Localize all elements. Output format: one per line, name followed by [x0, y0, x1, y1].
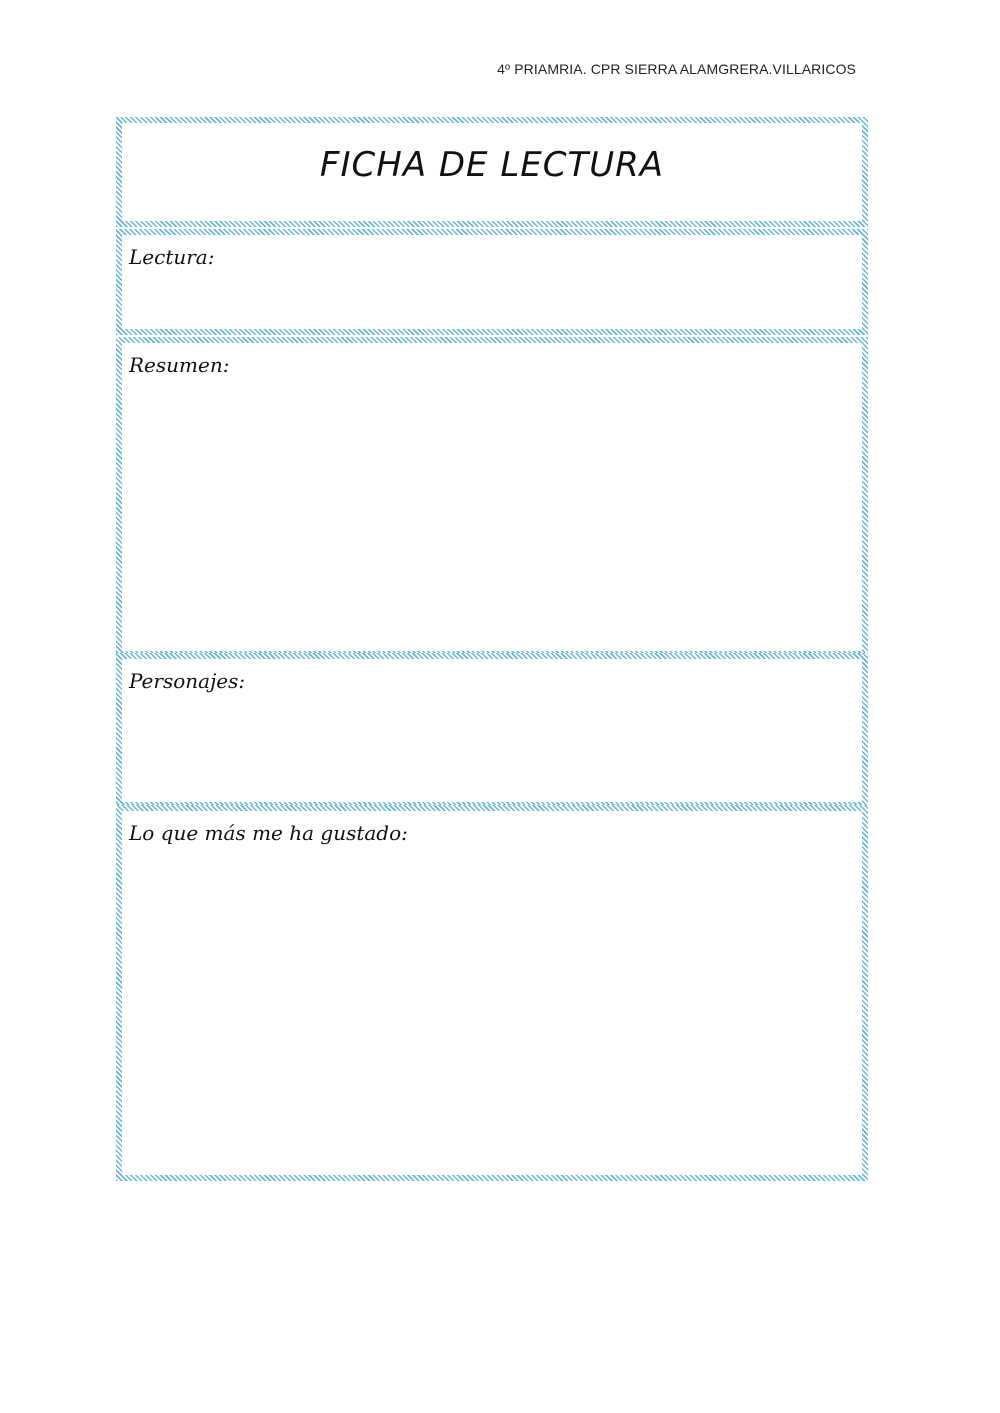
title-box [116, 117, 868, 227]
personajes-field[interactable] [116, 653, 868, 808]
personajes-label: Personajes: [129, 669, 246, 693]
resumen-field[interactable] [116, 337, 868, 657]
lectura-field[interactable] [116, 229, 868, 335]
gustado-label: Lo que más me ha gustado: [129, 821, 408, 845]
page-title: FICHA DE LECTURA [319, 145, 665, 185]
resumen-label: Resumen: [129, 353, 230, 377]
gustado-field[interactable] [116, 805, 868, 1181]
header-note: 4º PRIAMRIA. CPR SIERRA ALAMGRERA.VILLARICOS [497, 61, 856, 77]
lectura-label: Lectura: [129, 245, 215, 269]
